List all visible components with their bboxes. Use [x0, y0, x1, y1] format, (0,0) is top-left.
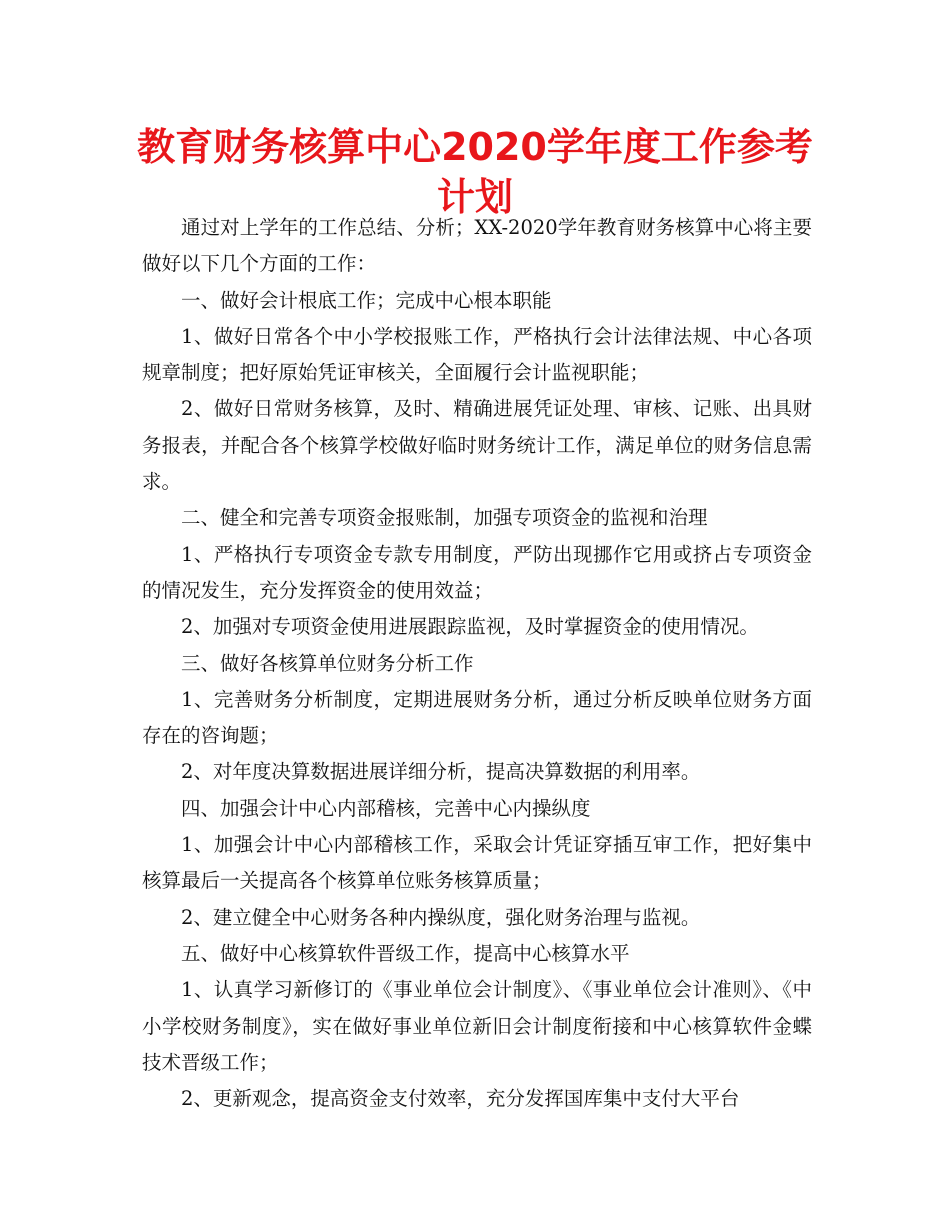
intro-paragraph: 通过对上学年的工作总结、分析；XX-2020学年教育财务核算中心将主要做好以下几个方面的工作： — [142, 216, 812, 276]
section-heading-4: 四、加强会计中心内部稽核，完善中心内操纵度 — [181, 796, 591, 820]
section-5-item-2: 2、更新观念，提高资金支付效率，充分发挥国库集中支付大平台 — [181, 1087, 740, 1111]
section-3-item-2: 2、对年度决算数据进展详细分析，提高决算数据的利用率。 — [181, 760, 701, 784]
section-1-item-2: 2、做好日常财务核算，及时、精确进展凭证处理、审核、记账、出具财务报表，并配合各个核算学校做好临时财务统计工作，满足单位的财务信息需求。 — [142, 397, 812, 494]
section-heading-2: 二、健全和完善专项资金报账制，加强专项资金的监视和治理 — [181, 506, 708, 530]
section-heading-1: 一、做好会计根底工作；完成中心根本职能 — [181, 288, 552, 312]
section-5-item-1: 1、认真学习新修订的《事业单位会计制度》、《事业单位会计准则》、《中小学校财务制度》，实在做好事业单位新旧会计制度衔接和中心核算软件金蝶技术晋级工作； — [142, 978, 812, 1074]
document-body — [142, 210, 812, 1117]
section-4-item-2: 2、建立健全中心财务各种内操纵度，强化财务治理与监视。 — [181, 905, 701, 929]
section-4-item-1: 1、加强会计中心内部稽核工作，采取会计凭证穿插互审工作，把好集中核算最后一关提高各个核算单位账务核算质量； — [142, 833, 812, 893]
section-2-item-1: 1、严格执行专项资金专款专用制度，严防出现挪作它用或挤占专项资金的情况发生，充分发挥资金的使用效益； — [142, 542, 812, 602]
section-3-item-1: 1、完善财务分析制度，定期进展财务分析，通过分析反映单位财务方面存在的咨询题； — [142, 687, 812, 748]
section-1-item-1: 1、做好日常各个中小学校报账工作，严格执行会计法律法规、中心各项规章制度；把好原始凭证审核关，全面履行会计监视职能； — [142, 324, 812, 385]
section-heading-5: 五、做好中心核算软件晋级工作，提高中心核算水平 — [181, 941, 630, 965]
section-heading-3: 三、做好各核算单位财务分析工作 — [181, 651, 474, 675]
section-2-item-2: 2、加强对专项资金使用进展跟踪监视，及时掌握资金的使用情况。 — [181, 615, 759, 639]
document-title: 教育财务核算中心2020学年度工作参考计划 — [137, 125, 813, 219]
